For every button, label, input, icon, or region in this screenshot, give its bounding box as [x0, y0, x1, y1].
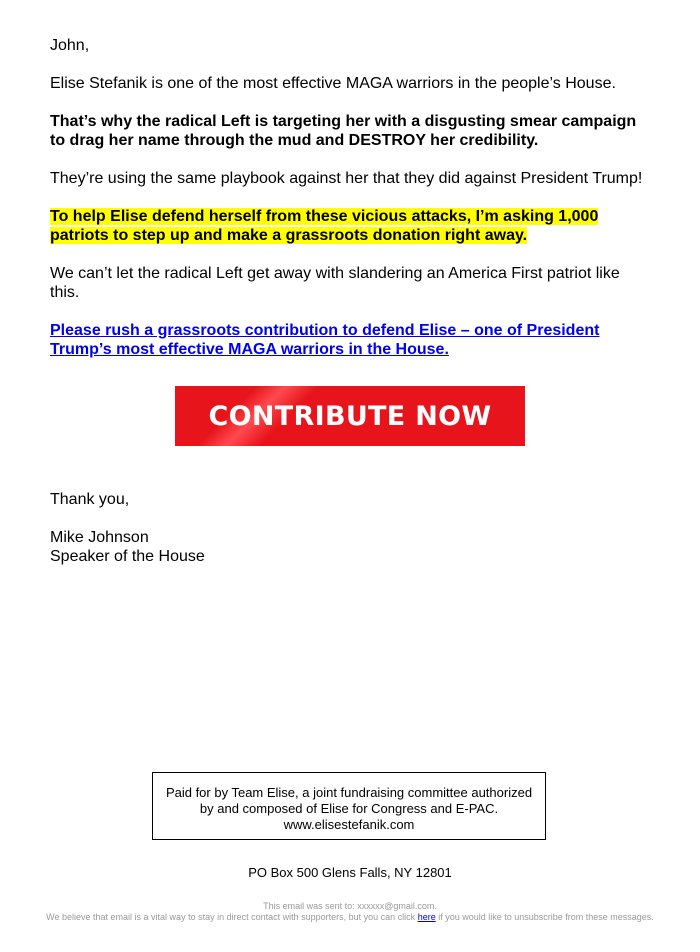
contribution-link[interactable]: Please rush a grassroots contribution to defend Elise – one of President Trump’s most effective MAGA warriors in the House.: [50, 322, 600, 358]
sign-off: Thank you,: [50, 491, 130, 508]
contribute-button-container: [175, 386, 525, 446]
highlight-paragraph: [50, 207, 650, 245]
playbook-paragraph: They’re using the same playbook against her that they did against President Trump!: [50, 170, 643, 187]
slander-paragraph: We can’t let the radical Left get away with slandering an America First patriot like this.: [50, 265, 620, 301]
sent-to-notice: This email was sent to: xxxxxx@gmail.com.: [263, 901, 437, 911]
signature-block: [50, 490, 205, 566]
unsubscribe-notice: [45, 912, 655, 923]
contribute-now-button[interactable]: CONTRIBUTE NOW: [175, 386, 525, 446]
signer-name: Mike Johnson: [50, 529, 149, 546]
highlight-line-2: patriots to step up and make a grassroots donation right away.: [50, 227, 528, 244]
unsubscribe-text-before: We believe that email is a vital way to stay in direct contact with supporters, but you can click: [46, 912, 418, 922]
highlight-line-1: To help Elise defend herself from these vicious attacks, I’m asking 1,000: [50, 208, 599, 225]
mailing-address: PO Box 500 Glens Falls, NY 12801: [248, 865, 452, 880]
email-body: [50, 36, 650, 378]
greeting: John,: [50, 37, 90, 54]
intro-paragraph: Elise Stefanik is one of the most effective MAGA warriors in the people’s House.: [50, 75, 616, 92]
paid-for-disclaimer: Paid for by Team Elise, a joint fundraising committee authorized by and composed of Elise for Congress and E-PAC. www.elisestefanik.com: [152, 772, 546, 840]
unsubscribe-text-after: if you would like to unsubscribe from these messages.: [435, 912, 654, 922]
email-footer: [0, 901, 700, 923]
signer-title: Speaker of the House: [50, 548, 205, 565]
bold-paragraph: That’s why the radical Left is targeting her with a disgusting smear campaign to drag her name through the mud and DESTROY her credibility.: [50, 113, 637, 149]
unsubscribe-link[interactable]: here: [417, 912, 436, 922]
cta-paragraph: [50, 321, 650, 359]
